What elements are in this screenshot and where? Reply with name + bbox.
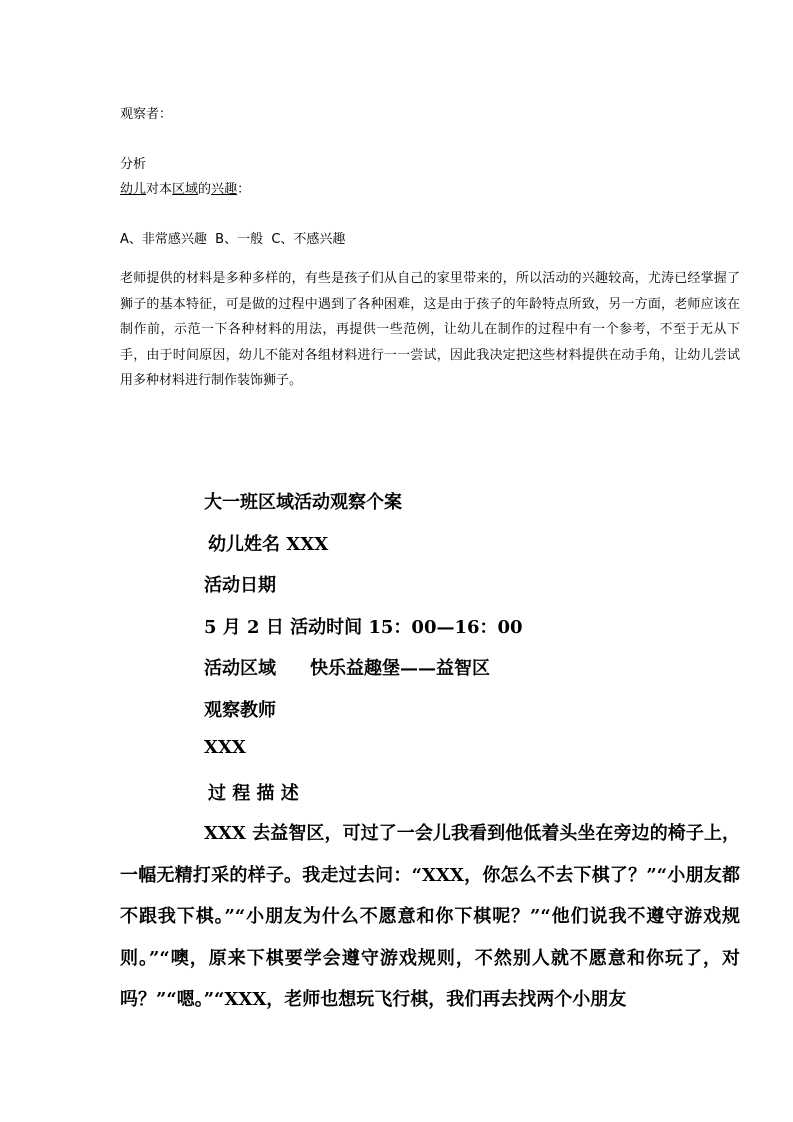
area-value: 快乐益趣堡——益智区 xyxy=(310,658,490,679)
interest-part-of: 的 xyxy=(198,182,212,197)
case-title: 大一班区域活动观察个案 xyxy=(204,492,402,513)
interest-part-area: 区域 xyxy=(172,182,199,197)
analysis-paragraph: 老师提供的材料是多种多样的，有些是孩子们从自己的家里带来的，所以活动的兴趣较高，尤涛已经掌握了狮子的基本特征，可是做的过程中遇到了各种困难，这是由于孩子的年龄特点所致，另一方面，老师应该在制作前，示范一下各种材料的用法，再提供一些范例，让幼儿在制作的过程中有一个参考，不至于无从下手，由于时间原因，幼儿不能对各组材料进行一一尝试，因此我决定把这些材料提供在动手角，让幼儿尝试用多种材料进行制作装饰狮子。 xyxy=(120,271,740,388)
teacher-label: 观察教师 xyxy=(204,700,276,721)
area-row xyxy=(204,654,490,680)
options-line: A、非常感兴趣 B、一般 C、不感兴趣 xyxy=(120,232,346,247)
interest-question xyxy=(120,178,250,197)
area-label: 活动区域 xyxy=(204,658,276,679)
interest-part-child: 幼儿 xyxy=(120,182,147,197)
date-label: 活动日期 xyxy=(204,575,276,596)
date-time: 5 月 2 日 活动时间 15：00—16：00 xyxy=(204,617,523,638)
process-description: XXX 去益智区，可过了一会儿我看到他低着头坐在旁边的椅子上，一幅无精打采的样子。我走过去问：“XXX，你怎么不去下棋了？”“小朋友都不跟我下棋。”“小朋友为什么不愿意和你下棋呢？”“他们说我不遵守游戏规则。”“噢，原来下棋要学会遵守游戏规则，不然别人就不愿意和你玩了，对吗？”“嗯。”“XXX，老师也想玩飞行棋，我们再去找两个小朋友 xyxy=(120,823,740,1010)
process-label: 过 程 描 述 xyxy=(208,783,299,804)
teacher-value: XXX xyxy=(204,737,246,758)
interest-part-colon: ： xyxy=(237,182,251,197)
observer-label: 观察者： xyxy=(120,107,173,122)
analysis-title: 分析 xyxy=(120,157,147,172)
child-name: 幼儿姓名 XXX xyxy=(208,534,329,555)
interest-part-interest: 兴趣 xyxy=(211,182,238,197)
interest-part-to-this: 对本 xyxy=(146,182,173,197)
